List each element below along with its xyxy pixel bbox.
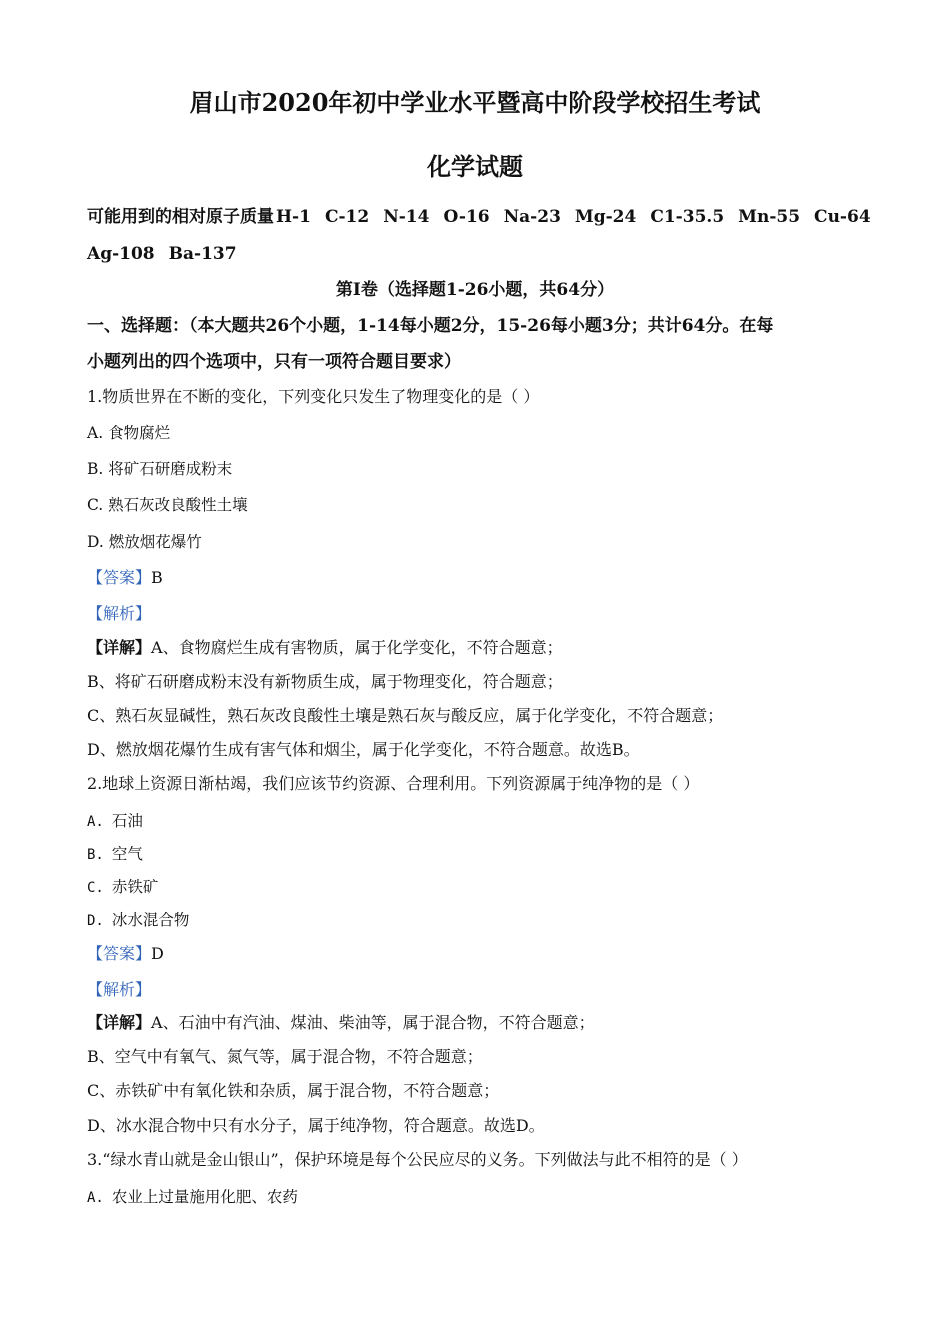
question-3-stem: 3.“绿水青山就是金山银山”，保护环境是每个公民应尽的义务。下列做法与此不相符的是（ ）	[87, 1150, 748, 1169]
question-2-detail-3: C、赤铁矿中有氧化铁和杂质，属于混合物，不符合题意；	[87, 1081, 500, 1100]
question-1-answer	[87, 568, 163, 588]
section-heading: 第I卷（选择题1-26小题，共64分）	[335, 280, 615, 300]
answer-tag: 【答案】	[87, 944, 152, 963]
answer-tag: 【答案】	[87, 568, 152, 587]
question-1-analysis-tag: 【解析】	[87, 604, 152, 623]
question-1-stem: 1.物质世界在不断的变化，下列变化只发生了物理变化的是（ ）	[87, 387, 540, 406]
atomic-masses-label: 可能用到的相对原子质量	[87, 207, 274, 227]
question-2-detail-4: D、冰水混合物中只有水分子，属于纯净物，符合题意。故选D。	[87, 1116, 545, 1135]
question-3-option-a: A. 农业上过量施用化肥、农药	[87, 1188, 298, 1206]
answer-value: D	[151, 944, 164, 963]
question-1-option-c: C. 熟石灰改良酸性土壤	[87, 496, 248, 514]
question-1-detail-2: B、将矿石研磨成粉末没有新物质生成，属于物理变化，符合题意；	[87, 672, 563, 691]
question-2-option-c: C. 赤铁矿	[87, 878, 159, 896]
question-1-detail-1: 【详解】A、食物腐烂生成有害物质，属于化学变化，不符合题意；	[87, 638, 563, 657]
question-2-answer	[87, 944, 164, 964]
question-2-option-d: D. 冰水混合物	[87, 911, 190, 929]
atomic-masses-line-1: 可能用到的相对原子质量 H-1 C-12 N-14 O-16 Na-23 Mg-24 C1-35.5 Mn-55 Cu-64	[87, 207, 871, 227]
question-1-detail-4: D、燃放烟花爆竹生成有害气体和烟尘，属于化学变化，不符合题意。故选B。	[87, 740, 640, 759]
atomic-masses-line-2: Ag-108 Ba-137	[87, 244, 237, 264]
question-2-option-a: A. 石油	[87, 812, 143, 830]
question-2-stem: 2.地球上资源日渐枯竭，我们应该节约资源、合理利用。下列资源属于纯净物的是（ ）	[87, 774, 700, 793]
question-2-detail-1: 【详解】A、石油中有汽油、煤油、柴油等，属于混合物，不符合题意；	[87, 1013, 595, 1032]
question-2-analysis-tag: 【解析】	[87, 980, 152, 999]
question-2-detail-2: B、空气中有氧气、氮气等，属于混合物，不符合题意；	[87, 1047, 483, 1066]
exam-subtitle: 化学试题	[427, 152, 523, 181]
part-instructions-line-1: 一、选择题：（本大题共26个小题，1-14每小题2分，15-26每小题3分；共计64分。在每	[87, 316, 774, 336]
exam-title: 眉山市2020年初中学业水平暨高中阶段学校招生考试	[189, 88, 761, 117]
answer-value: B	[151, 568, 163, 587]
question-1-option-b: B. 将矿石研磨成粉末	[87, 460, 233, 478]
question-1-option-a: A. 食物腐烂	[87, 424, 171, 442]
question-2-option-b: B. 空气	[87, 845, 143, 863]
question-1-detail-3: C、熟石灰显碱性，熟石灰改良酸性土壤是熟石灰与酸反应，属于化学变化，不符合题意；	[87, 706, 724, 725]
question-1-option-d: D. 燃放烟花爆竹	[87, 533, 202, 551]
part-instructions-line-2: 小题列出的四个选项中，只有一项符合题目要求）	[87, 352, 461, 372]
